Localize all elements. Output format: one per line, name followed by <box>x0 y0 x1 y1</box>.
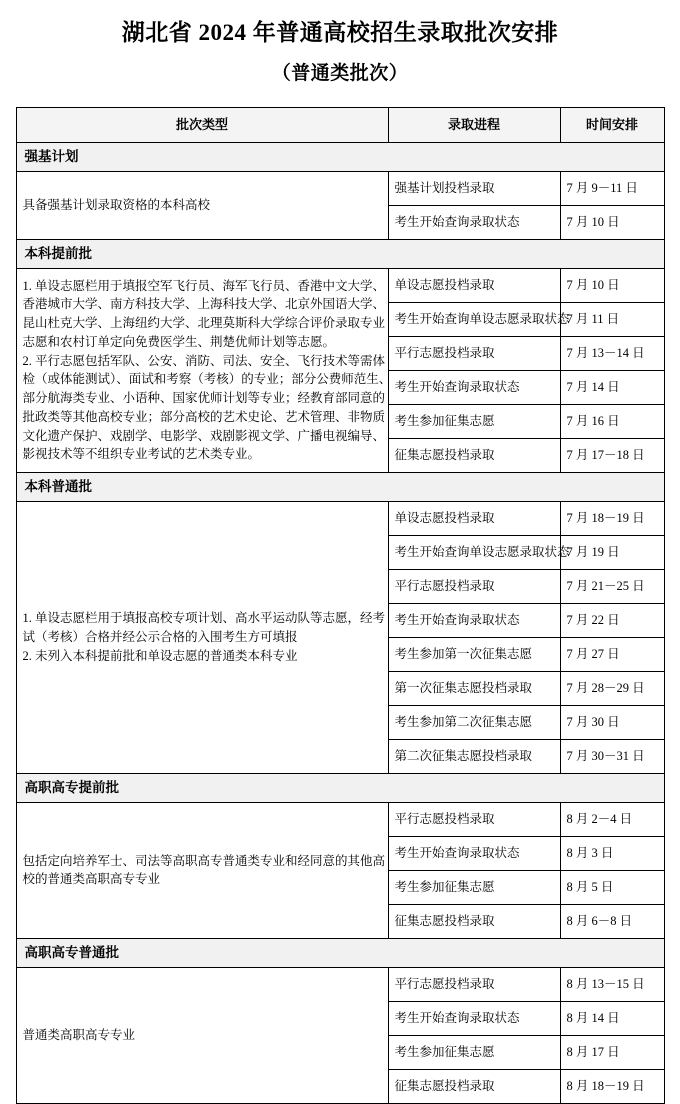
schedule-cell: 7 月 10 日 <box>560 205 664 239</box>
schedule-cell: 7 月 9－11 日 <box>560 171 664 205</box>
batch-description-line: 影视技术等不组织专业考试的艺术类专业。 <box>22 447 261 462</box>
batch-description <box>16 967 388 1103</box>
schedule-cell: 8 月 6－8 日 <box>560 904 664 938</box>
schedule-cell: 7 月 21－25 日 <box>560 569 664 603</box>
batch-description-line: 具备强基计划录取资格的本科高校 <box>22 198 211 213</box>
schedule-cell: 7 月 11 日 <box>560 302 664 336</box>
batch-description-line: 校的普通类高职高专专业 <box>22 872 161 887</box>
title-block <box>0 0 680 85</box>
batch-description <box>16 802 388 938</box>
process-cell: 平行志愿投档录取 <box>388 336 560 370</box>
schedule-cell: 7 月 17－18 日 <box>560 438 664 472</box>
process-cell: 考生开始查询录取状态 <box>388 1001 560 1035</box>
process-cell: 平行志愿投档录取 <box>388 967 560 1001</box>
process-cell: 单设志愿投档录取 <box>388 268 560 302</box>
process-cell: 考生参加第一次征集志愿 <box>388 637 560 671</box>
table-row <box>16 268 664 302</box>
process-cell: 考生开始查询录取状态 <box>388 205 560 239</box>
process-cell: 考生开始查询录取状态 <box>388 370 560 404</box>
process-cell: 征集志愿投档录取 <box>388 438 560 472</box>
schedule-cell: 8 月 3 日 <box>560 836 664 870</box>
process-cell: 第一次征集志愿投档录取 <box>388 671 560 705</box>
batch-section-header <box>16 773 664 802</box>
process-cell: 考生参加第二次征集志愿 <box>388 705 560 739</box>
schedule-cell: 7 月 27 日 <box>560 637 664 671</box>
batch-description-line: 1. 单设志愿栏用于填报高校专项计划、高水平运动队等志愿，经考 <box>22 611 386 626</box>
schedule-cell: 8 月 2－4 日 <box>560 802 664 836</box>
admission-schedule-table <box>16 107 665 1104</box>
schedule-cell: 7 月 10 日 <box>560 268 664 302</box>
table-header-row <box>16 107 664 142</box>
schedule-cell: 7 月 18－19 日 <box>560 501 664 535</box>
process-cell: 考生开始查询单设志愿录取状态 <box>388 302 560 336</box>
batch-section-header <box>16 239 664 268</box>
batch-description-line: 检（或体能测试）、面试和考察（考核）的专业；部分公费师范生、 <box>22 372 392 387</box>
column-header-batch-type: 批次类型 <box>16 107 388 142</box>
page-subtitle: （普通类批次） <box>271 62 409 84</box>
process-cell: 考生参加征集志愿 <box>388 870 560 904</box>
schedule-cell: 7 月 16 日 <box>560 404 664 438</box>
table-row <box>16 802 664 836</box>
process-cell: 单设志愿投档录取 <box>388 501 560 535</box>
batch-description-line: 1. 单设志愿栏用于填报空军飞行员、海军飞行员、香港中文大学、 <box>22 278 386 293</box>
schedule-cell: 8 月 5 日 <box>560 870 664 904</box>
process-cell: 强基计划投档录取 <box>388 171 560 205</box>
table-header <box>16 107 664 142</box>
column-header-schedule: 时间安排 <box>560 107 664 142</box>
schedule-cell: 7 月 28－29 日 <box>560 671 664 705</box>
batch-description-line: 批政类等其他高校专业；部分高校的艺术史论、艺术管理、非物质 <box>22 409 386 424</box>
process-cell: 考生开始查询录取状态 <box>388 836 560 870</box>
table-row <box>16 501 664 535</box>
schedule-cell: 7 月 22 日 <box>560 603 664 637</box>
batch-description-line: 普通类高职高专专业 <box>22 1028 136 1043</box>
schedule-cell: 8 月 18－19 日 <box>560 1069 664 1103</box>
batch-description <box>16 501 388 773</box>
process-cell: 征集志愿投档录取 <box>388 904 560 938</box>
batch-section-header <box>16 472 664 501</box>
process-cell: 平行志愿投档录取 <box>388 802 560 836</box>
batch-description-line: 2. 未列入本科提前批和单设志愿的普通类本科专业 <box>22 648 298 663</box>
batch-section-header <box>16 142 664 171</box>
batch-description-line: 香港城市大学、南方科技大学、上海科技大学、北京外国语大学、 <box>22 297 386 312</box>
batch-description-line: 部分航海类专业、小语种、国家优师计划等专业；经教育部同意的 <box>22 391 386 406</box>
schedule-cell: 7 月 14 日 <box>560 370 664 404</box>
process-cell: 考生开始查询单设志愿录取状态 <box>388 535 560 569</box>
batch-description-line: 文化遗产保护、戏剧学、电影学、戏剧影视文学、广播电视编导、 <box>22 428 386 443</box>
batch-section-title: 高职高专普通批 <box>16 938 664 967</box>
schedule-cell: 8 月 13－15 日 <box>560 967 664 1001</box>
table-body <box>16 142 664 1103</box>
schedule-cell: 7 月 30 日 <box>560 705 664 739</box>
schedule-cell: 8 月 17 日 <box>560 1035 664 1069</box>
process-cell: 考生参加征集志愿 <box>388 1035 560 1069</box>
schedule-cell: 8 月 14 日 <box>560 1001 664 1035</box>
schedule-cell: 7 月 30－31 日 <box>560 739 664 773</box>
schedule-cell: 7 月 19 日 <box>560 535 664 569</box>
batch-section-title: 高职高专提前批 <box>16 773 664 802</box>
batch-section-title: 强基计划 <box>16 142 664 171</box>
batch-section-header <box>16 938 664 967</box>
column-header-process: 录取进程 <box>388 107 560 142</box>
table-row <box>16 967 664 1001</box>
process-cell: 第二次征集志愿投档录取 <box>388 739 560 773</box>
process-cell: 考生参加征集志愿 <box>388 404 560 438</box>
batch-description <box>16 171 388 239</box>
batch-description <box>16 268 392 472</box>
page-title: 湖北省 2024 年普通高校招生录取批次安排 <box>121 20 559 45</box>
process-cell: 征集志愿投档录取 <box>388 1069 560 1103</box>
schedule-cell: 7 月 13－14 日 <box>560 336 664 370</box>
table-row <box>16 171 664 205</box>
batch-description-line: 昆山杜克大学、上海纽约大学、北理莫斯科大学综合评价录取专业 <box>22 316 386 331</box>
batch-description-line: 志愿和农村订单定向免费医学生、荆楚优师计划等志愿。 <box>22 334 336 349</box>
process-cell: 考生开始查询录取状态 <box>388 603 560 637</box>
batch-section-title: 本科普通批 <box>16 472 664 501</box>
batch-description-line: 包括定向培养军士、司法等高职高专普通类专业和经同意的其他高 <box>22 853 386 868</box>
batch-description-line: 试（考核）合格并经公示合格的入围考生方可填报 <box>22 630 298 645</box>
process-cell: 平行志愿投档录取 <box>388 569 560 603</box>
batch-section-title: 本科提前批 <box>16 239 664 268</box>
batch-description-line: 2. 平行志愿包括军队、公安、消防、司法、安全、飞行技术等需体 <box>22 353 386 368</box>
